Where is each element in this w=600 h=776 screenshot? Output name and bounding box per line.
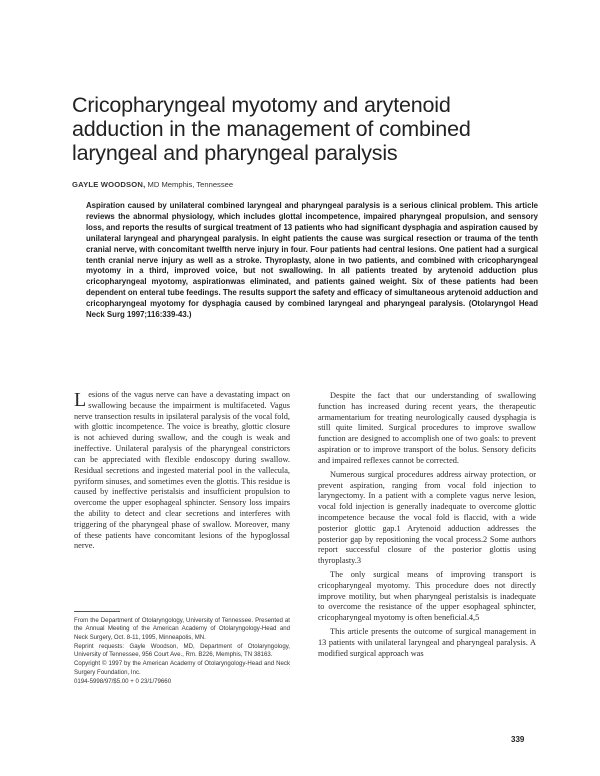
page-number: 339 [511,735,525,744]
body-paragraph: Despite the fact that our understanding of swallowing function has increased during recent years, the therapeutic armamentarium for treating neurologically caused dysphagia is still quite limited. Surgical procedures to improve swallow function are designed to accomplish one of two goals: to prevent aspiration or to improve transport of the bolus. Sensory deficits and impaired reflexes cannot be corrected. [318,391,536,465]
author-location: Memphis, Tennessee [161,180,234,189]
body-paragraph: Numerous surgical procedures address airway protection, or prevent aspiration, ranging from vocal fold injection to laryngectomy. In a patient with a complete vagus nerve lesion, vocal fold injection is generally inadequate to overcome glottic incompetence because the vocal fold is flaccid, with a wide posterior glottic gap.1 Arytenoid adduction addresses the posterior gap by repositioning the vocal process.2 Some authors report successful closure of the posterior glottis using thyroplasty.3 [318,469,536,566]
body-paragraph-text: esions of the vagus nerve can have a devastating impact on swallowing because the impairment is multifaceted. Vagus nerve transection results in ipsilateral paralysis of the vocal fold, with glottic incompetence. The voice is breathy, glottic closure is not achieved during swallow, and the cough is weak and ineffective. Unilateral paralysis of the pharyngeal constrictors can be appreciated with flexible endoscopy during swallow. Residual secretions and ingested material pool in the vallecula, pyriform sinuses, and sometimes even the glottis. This residue is caused by ineffective peristalsis and insufficient propulsion to overcome the upper esophageal sphincter. Sensory loss impairs the ability to detect and clear secretions and interferes with triggering of the pharyngeal phase of swallow. Moreover, many of these patients have concomitant lesions of the hypoglossal nerve. [74,390,290,551]
footnote-copyright: Copyright © 1997 by the American Academy of Otolaryngology-Head and Neck Surgery Foundation, Inc. [74,660,290,676]
title-line-2: adduction in the management of combined [72,117,471,141]
abstract: Aspiration caused by unilateral combined laryngeal and pharyngeal paralysis is a serious clinical problem. This article reviews the abnormal physiology, which includes glottal incompetence, impaired pharyngeal propulsion, and sensory loss, and reports the results of surgical treatment of 13 patients who had significant dysphagia and aspiration caused by unilateral laryngeal and pharyngeal paralysis. In eight patients the cause was surgical resection or trauma of the tenth cranial nerve, with concomitant twelfth nerve injury in four. Four patients had central lesions. One patient had a surgical tenth cranial nerve injury as well as a stroke. Thyroplasty, alone in two patients, and combined with cricopharyngeal myotomy in a third, improved voice, but not swallowing. In all patients treated by arytenoid adduction plus cricopharyngeal myotomy, aspirationwas eliminated, and patients gained weight. Six of these patients had been dependent on enteral tube feedings. The results support the safety and efficacy of simultaneous arytenoid adduction and cricopharyngeal myotomy for dysphagia caused by combined laryngeal and pharyngeal paralysis. (Otolaryngol Head Neck Surg 1997;116:339-43.) [86,201,538,320]
body-paragraph: The only surgical means of improving transport is cricopharyngeal myotomy. This procedure does not directly improve motility, but when pharyngeal peristalsis is inadequate to overcome the resistance of the upper esophageal sphincter, cricopharyngeal myotomy is often beneficial.4,5 [318,570,536,623]
footnote-affiliation: From the Department of Otolaryngology, University of Tennessee. Presented at the Annual Meeting of the American Academy of Otolaryngology-Head and Neck Surgery, Oct. 8-11, 1995, Minneapolis, MN. [74,617,290,641]
title-line-1: Cricopharyngeal myotomy and arytenoid [72,93,451,117]
footnote-rule [74,611,120,612]
author-degree: MD [147,180,160,189]
drop-cap: L [74,389,87,411]
body-column-left [74,390,290,552]
body-paragraph [74,390,290,552]
body-column-right [318,391,536,660]
body-paragraph: This article presents the outcome of surgical management in 13 patients with unilateral laryngeal and pharyngeal paralysis. A modified surgical approach was [318,627,536,658]
article-title [72,93,542,165]
footnote-identifier: 0194-5998/97/$5.00 + 0 23/1/79660 [74,678,172,686]
title-line-3: laryngeal and pharyngeal paralysis [72,141,398,165]
footnotes [74,617,290,687]
author-byline [72,180,233,189]
footnote-reprints: Reprint requests: Gayle Woodson, MD, Department of Otolaryngology, University of Tennessee, 956 Court Ave., Rm. B226, Memphis, TN 38163. [74,642,290,659]
author-name: GAYLE WOODSON, [72,180,146,189]
